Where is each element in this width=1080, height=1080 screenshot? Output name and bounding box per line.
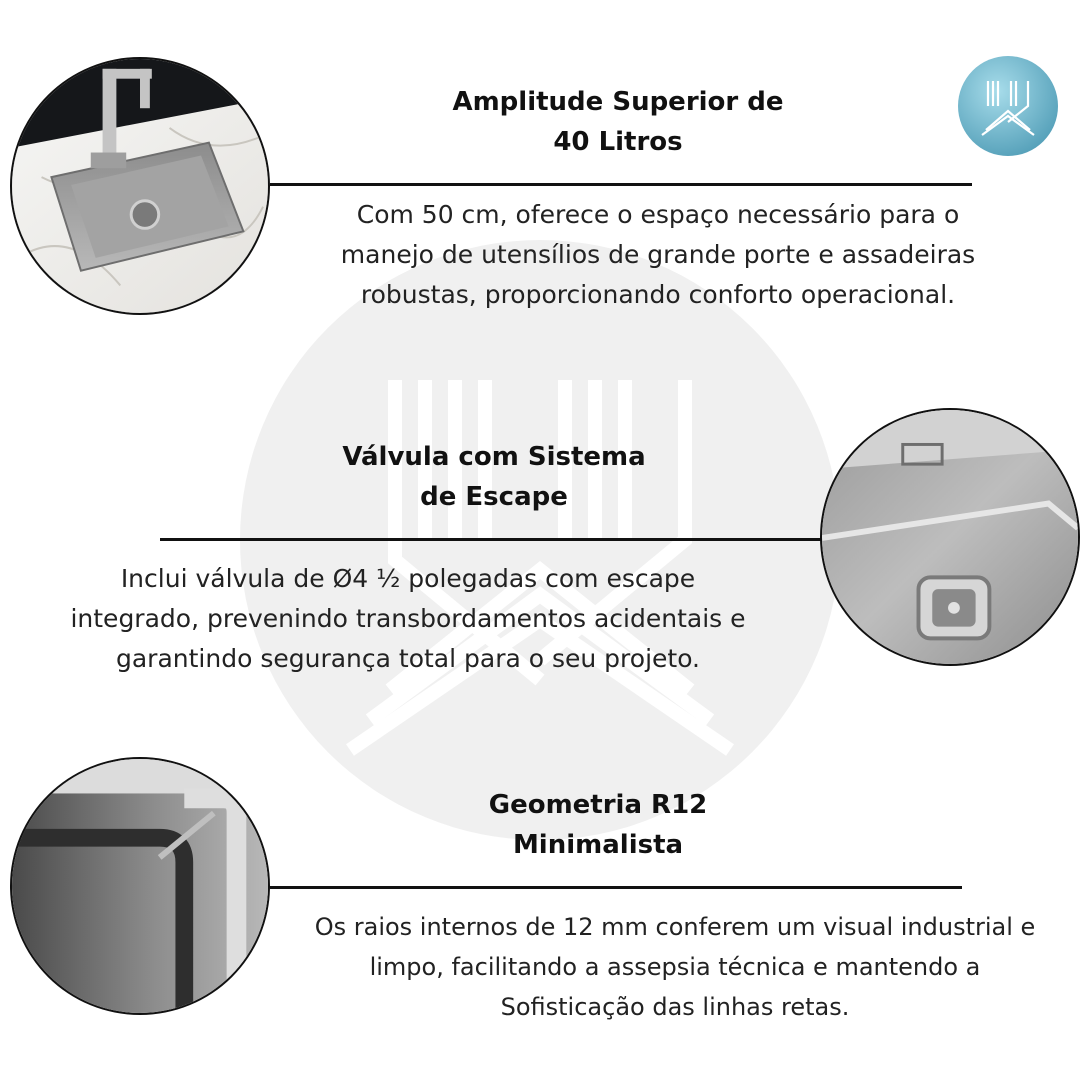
brand-logo-icon — [958, 56, 1058, 156]
section-1-desc-line-2: manejo de utensílios de grande porte e assadeiras — [340, 240, 976, 269]
section-1-desc-line-3: robustas, proporcionando conforto operacional. — [360, 280, 956, 309]
section-1-divider — [270, 183, 972, 186]
section-3-divider — [270, 886, 962, 889]
section-3-desc-line-3: Sofisticação das linhas retas. — [500, 993, 850, 1021]
section-3-title — [398, 785, 798, 865]
section-3-desc-line-2: limpo, facilitando a assepsia técnica e mantendo a — [369, 953, 981, 981]
section-3-title-line-2: Minimalista — [512, 830, 684, 860]
section-2-title-line-2: de Escape — [420, 482, 568, 512]
section-2-title — [294, 437, 694, 517]
section-1-desc-line-1: Com 50 cm, oferece o espaço necessário para o — [356, 200, 960, 229]
section-3-title-line-1: Geometria R12 — [488, 790, 708, 820]
section-2-desc-line-3: garantindo segurança total para o seu projeto. — [115, 644, 701, 673]
section-1-description — [282, 195, 1034, 315]
section-2-divider — [160, 538, 822, 541]
section-2-desc-line-2: integrado, prevenindo transbordamentos acidentais e — [70, 604, 746, 633]
section-1-title-line-2: 40 Litros — [553, 127, 683, 157]
corner-radius-photo — [10, 757, 270, 1015]
section-2-title-line-1: Válvula com Sistema — [342, 442, 646, 472]
section-3-description — [270, 907, 1080, 1027]
section-1-title — [418, 82, 818, 162]
section-1-title-line-1: Amplitude Superior de — [452, 87, 784, 117]
sink-overview-photo — [10, 57, 270, 315]
section-3-desc-line-1: Os raios internos de 12 mm conferem um visual industrial e — [314, 913, 1036, 941]
drain-valve-photo — [820, 408, 1080, 666]
section-2-description — [8, 559, 808, 679]
section-2-desc-line-1: Inclui válvula de Ø4 ½ polegadas com escape — [120, 564, 696, 593]
